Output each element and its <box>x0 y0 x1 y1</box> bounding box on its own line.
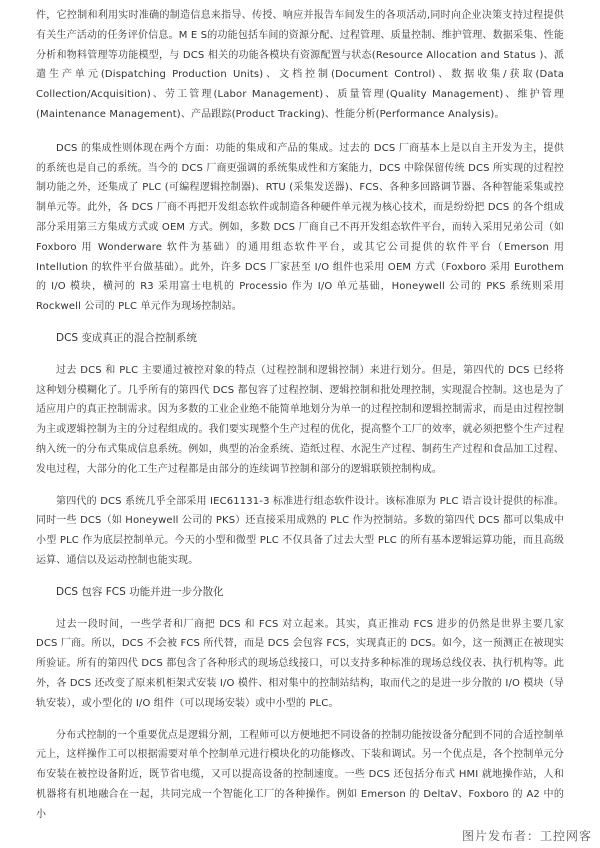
paragraph-hybrid-control: 过去 DCS 和 PLC 主要通过被控对象的特点（过程控制和逻辑控制）来进行划分。但是，第四代的 DCS 已经将这种划分模糊化了。几乎所有的第四代 DCS 都包容了过程控制、逻辑控制和批处理控制，实现混合控制。这也是为了适应用户的真正控制需求。因为多数的工业企业绝不能简单地划分为单一的过程控制和逻辑控制需求，而是由过程控制为主或逻辑控制为主的分过程组成的。我们要实现整个生产过程的优化，提高整个工厂的效率，就必须把整个生产过程纳入统一的分布式集成信息系统。例如，典型的冶金系统、造纸过程、水泥生产过程、制药生产过程和食品加工过程、发电过程，大部分的化工生产过程都是由部分的连续调节控制和部分的逻辑联锁控制构成。 <box>36 364 564 475</box>
paragraph-iec61131: 第四代的 DCS 系统几乎全部采用 IEC61131-3 标准进行组态软件设计。该标准原为 PLC 语言设计提供的标准。同时一些 DCS（如 Honeywell 公司的 PKS）还直接采用成熟的 PLC 作为控制站。多数的第四代 DCS 都可以集成中小型 PLC 作为底层控制单元。今天的小型和微型 PLC 不仅具备了过去大型 PLC 的所有基本逻辑运算功能，而且高级运算、通信以及运动控制也能实现。 <box>36 495 564 566</box>
publisher-watermark: 图片发布者：工控网客 <box>461 829 592 843</box>
section-heading-hybrid-control: DCS 变成真正的混合控制系统 <box>56 331 197 344</box>
paragraph-fcs: 过去一段时间，一些学者和厂商把 DCS 和 FCS 对立起来。其实，真正推动 FCS 进步的仍然是世界主要几家 DCS 厂商。所以，DCS 不会被 FCS 所代替，而是 DCS 会包容 FCS，实现真正的 DCS。如今，这一预测正在被现实所验证。所有的第四代 DCS 都包含了各种形式的现场总线接口，可以支持多种标准的现场总线仪表、执行机构等。此外，各 DCS 还改变了原来机柜架式安装 I/O 模件、相对集中的控制站结构，取而代之的是进一步分散的 I/O 模块（导轨安装），或小型化的 I/O 组件（可以现场安装）或中小型的 PLC。 <box>36 618 564 709</box>
section-heading-fcs: DCS 包容 FCS 功能并进一步分散化 <box>56 585 224 598</box>
paragraph-distributed-control: 分布式控制的一个重要优点是逻辑分割，工程师可以方便地把不同设备的控制功能按设备分配到不同的合适控制单元上，这样操作工可以根据需要对单个控制单元进行模块化的功能修改、下装和调试。另一个优点是，各个控制单元分布安装在被控设备附近，既节省电缆，又可以提高设备的控制速度。一些 DCS 还包括分布式 HMI 就地操作站，人和机器将有机地融合在一起，共同完成一个智能化工厂的各种操作。例如 Emerson 的 DeltaV、Foxboro 的 A2 中的小 <box>36 729 564 820</box>
paragraph-dcs-integration: DCS 的集成性则体现在两个方面：功能的集成和产品的集成。过去的 DCS 厂商基本上是以自主开发为主，提供的系统也是自己的系统。当今的 DCS 厂商更强调的系统集成性和方案能力，DCS 中除保留传统 DCS 所实现的过程控制功能之外，还集成了 PLC (可编程逻辑控制器)、RTU (采集发送器)、FCS、各种多回路调节器、各种智能采集或控制单元等。此外，各 DCS 厂商不再把开发组态软件或制造各种硬件单元视为核心技术，而是纷纷把 DCS 的各个组成部分采用第三方集成方式或 OEM 方式。例如，多数 DCS 厂商自己不再开发组态软件平台，而转入采用兄弟公司（如 Foxboro 用 Wonderware 软件为基础）的通用组态软件平台，或其它公司提供的软件平台（Emerson 用 Intellution 的软件平台做基础）。此外，许多 DCS 厂家甚至 I/O 组件也采用 OEM 方式（Foxboro 采用 Eurothem 的 I/O 模块，横河的 R3 采用富士电机的 Processio 作为 I/O 单元基础，Honeywell 公司的 PKS 系统则采用 Rockwell 公司的 PLC 单元作为现场控制站。 <box>36 142 564 313</box>
paragraph-mes-functions: 件，它控制和利用实时准确的制造信息来指导、传授、响应并报告车间发生的各项活动,同时向企业决策支持过程提供有关生产活动的任务评价信息。M E S的功能包括车间的资源分配、过程管理、质量控制、维护管理、数据采集、性能分析和物料管理等功能模型，与 DCS 相关的功能各模块有资源配置与状态(Resource Allocation and Status )、派遣生产单元(Dispatching Production Units)、文档控制(Document Control)、数据收集/获取(Data Collection/Acquisition)、劳工管理(Labor Management)、质量管理(Quality Management)、维护管理(Maintenance Management)、产品跟踪(Product Tracking)、性能分析(Performance Analysis)。 <box>36 10 564 120</box>
article-body <box>36 6 564 824</box>
